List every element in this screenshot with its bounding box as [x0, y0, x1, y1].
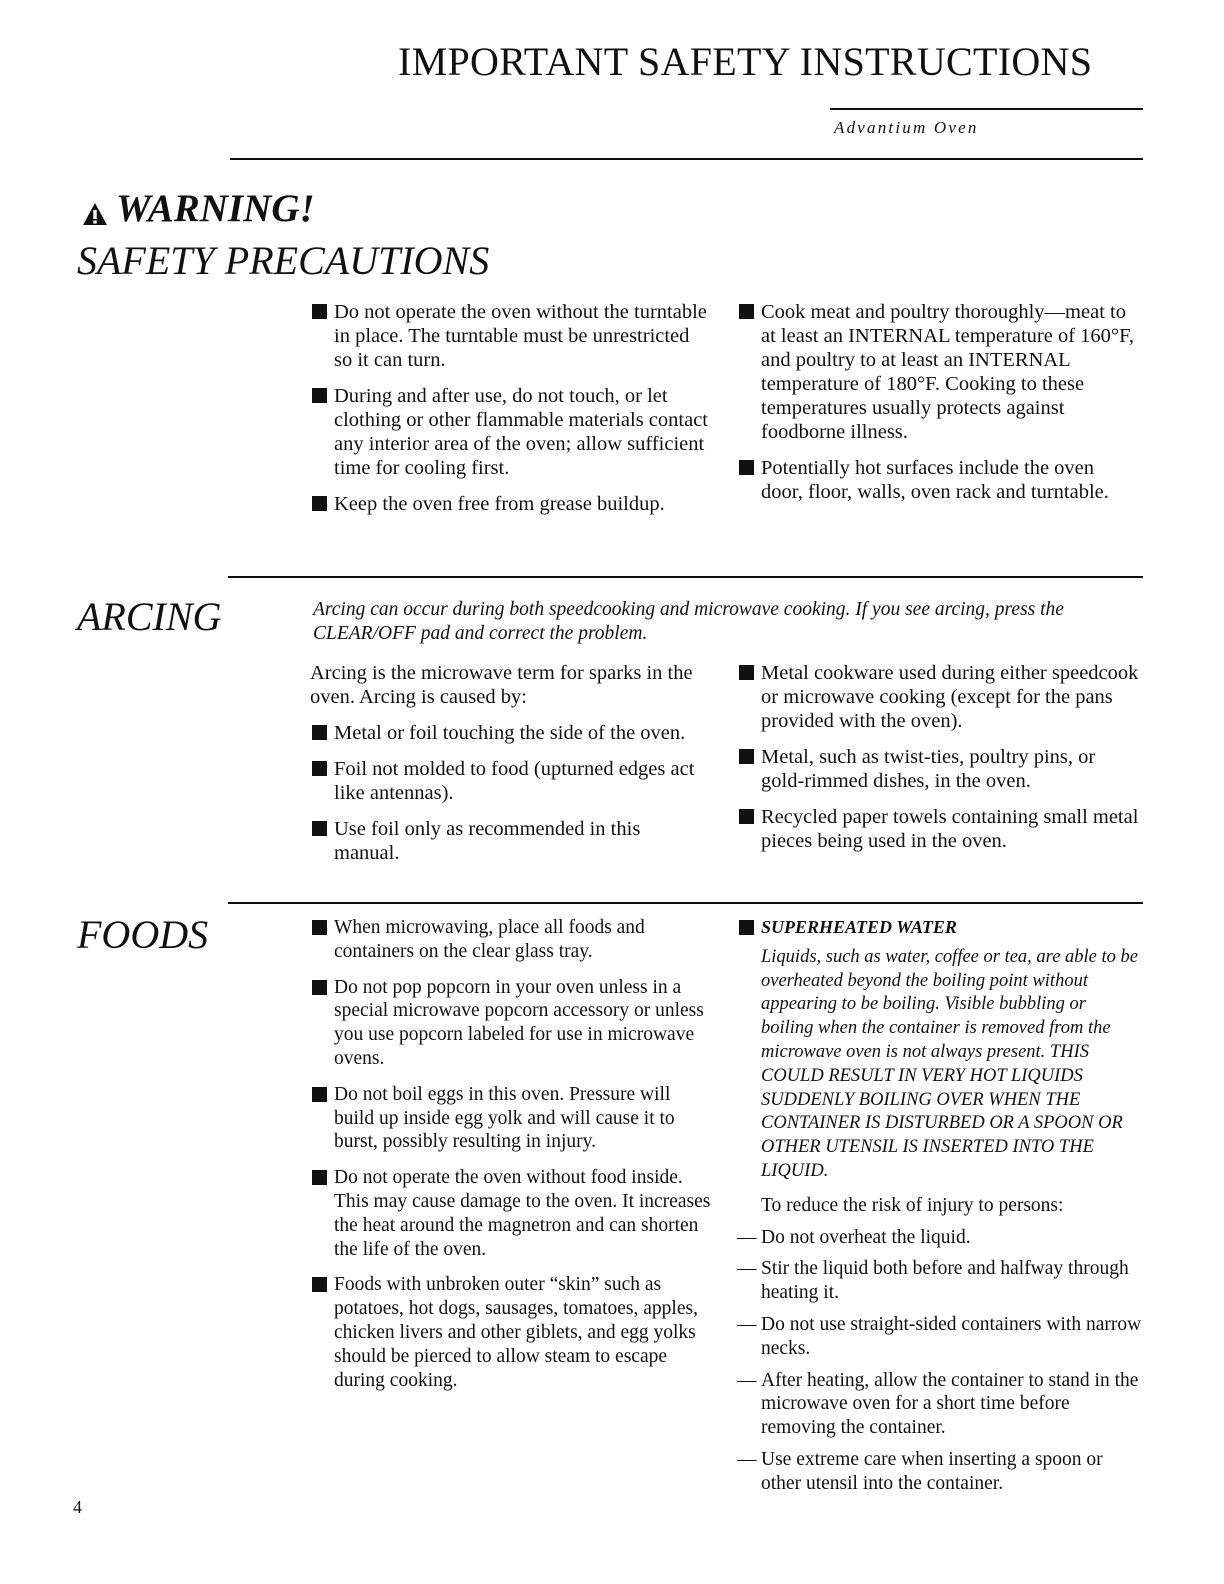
section-divider-arcing	[228, 576, 1143, 578]
warning-triangle-icon	[82, 202, 108, 226]
list-item: When microwaving, place all foods and containers on the clear glass tray.	[310, 916, 715, 964]
foods-heading: FOODS	[77, 912, 209, 957]
header-rule-long	[230, 158, 1143, 160]
list-item: During and after use, do not touch, or let clothing or other flammable materials contact any interior area of the oven; allow sufficient time for cooling first.	[310, 384, 710, 480]
page-subtitle: Advantium Oven	[834, 118, 979, 137]
page-number: 4	[73, 1497, 82, 1517]
list-item: Metal, such as twist-ties, poultry pins, or gold-rimmed dishes, in the oven.	[737, 745, 1142, 793]
bullet-icon	[312, 1277, 327, 1292]
bullet-icon	[312, 725, 327, 740]
list-item: Do not boil eggs in this oven. Pressure will build up inside egg yolk and will cause it to burst, possibly resulting in injury.	[310, 1083, 715, 1154]
bullet-icon	[312, 388, 327, 403]
section-divider-foods	[228, 902, 1143, 904]
arcing-lead: Arcing is the microwave term for sparks in the oven. Arcing is caused by:	[310, 662, 693, 708]
arcing-left-column	[310, 661, 710, 877]
bullet-icon	[312, 920, 327, 935]
bullet-icon	[312, 1087, 327, 1102]
list-item: Metal or foil touching the side of the oven.	[310, 721, 710, 745]
bullet-icon	[739, 920, 754, 935]
foods-left-column	[310, 916, 715, 1404]
bullet-icon	[739, 809, 754, 824]
list-item: — Do not overheat the liquid.	[737, 1226, 971, 1248]
list-item: Do not pop popcorn in your oven unless in a special microwave popcorn accessory or unless you use popcorn labeled for use in microwave ovens.	[310, 976, 715, 1071]
safety-left-column	[310, 300, 710, 528]
bullet-icon	[739, 749, 754, 764]
foods-right-column	[737, 916, 1142, 1504]
arcing-heading: ARCING	[77, 594, 222, 639]
list-item: Use foil only as recommended in this manual.	[310, 817, 710, 865]
bullet-icon	[312, 304, 327, 319]
header-rule-short	[830, 108, 1143, 110]
safety-right-column	[737, 300, 1137, 516]
list-item: — After heating, allow the container to stand in the microwave oven for a short time before removing the container.	[737, 1369, 1139, 1439]
page-title: IMPORTANT SAFETY INSTRUCTIONS	[398, 39, 1093, 84]
superheated-water-text: Liquids, such as water, coffee or tea, are able to be overheated beyond the boiling point without appearing to be boiling. Visible bubbling or boiling when the container is removed from the microwave oven is not always present. THIS COULD RESULT IN VERY HOT LIQUIDS SUDDENLY BOILING OVER WHEN THE CONTAINER IS DISTURBED OR A SPOON OR OTHER UTENSIL IS INSERTED INTO THE LIQUID.	[761, 946, 1138, 1181]
list-item: Foods with unbroken outer “skin” such as potatoes, hot dogs, sausages, tomatoes, apples, chicken livers and other giblets, and egg yolks should be pierced to allow steam to escape during cooking.	[310, 1273, 715, 1392]
list-item: Do not operate the oven without the turntable in place. The turntable must be unrestricted so it can turn.	[310, 300, 710, 372]
list-item: Cook meat and poultry thoroughly—meat to at least an INTERNAL temperature of 160°F, and poultry to at least an INTERNAL temperature of 180°F. Cooking to these temperatures usually protects against foodborne illness.	[737, 300, 1137, 444]
superheated-water-lead: To reduce the risk of injury to persons:	[761, 1194, 1064, 1216]
warning-heading	[82, 186, 315, 231]
arcing-right-column	[737, 661, 1142, 865]
list-item: — Do not use straight-sided containers with narrow necks.	[737, 1313, 1142, 1359]
bullet-icon	[739, 460, 754, 475]
list-item: — Stir the liquid both before and halfway through heating it.	[737, 1258, 1129, 1304]
list-item: Foil not molded to food (upturned edges act like antennas).	[310, 757, 710, 805]
list-item: Keep the oven free from grease buildup.	[310, 492, 710, 516]
bullet-icon	[312, 980, 327, 995]
warning-label: WARNING!	[116, 187, 315, 230]
bullet-icon	[739, 304, 754, 319]
list-item: — Use extreme care when inserting a spoon or other utensil into the container.	[737, 1448, 1103, 1494]
bullet-icon	[739, 665, 754, 680]
list-item: Potentially hot surfaces include the oven door, floor, walls, oven rack and turntable.	[737, 456, 1137, 504]
list-item: Recycled paper towels containing small metal pieces being used in the oven.	[737, 805, 1142, 853]
bullet-icon	[312, 821, 327, 836]
safety-precautions-heading: SAFETY PRECAUTIONS	[77, 238, 490, 283]
arcing-intro: Arcing can occur during both speedcooking and microwave cooking. If you see arcing, press the CLEAR/OFF pad and correct the problem.	[313, 599, 1064, 644]
bullet-icon	[312, 1170, 327, 1185]
superheated-water-heading: SUPERHEATED WATER	[737, 916, 1142, 940]
bullet-icon	[312, 761, 327, 776]
bullet-icon	[312, 496, 327, 511]
list-item: Do not operate the oven without food inside. This may cause damage to the oven. It increases the heat around the magnetron and can shorten the life of the oven.	[310, 1166, 715, 1261]
list-item: Metal cookware used during either speedcook or microwave cooking (except for the pans provided with the oven).	[737, 661, 1142, 733]
